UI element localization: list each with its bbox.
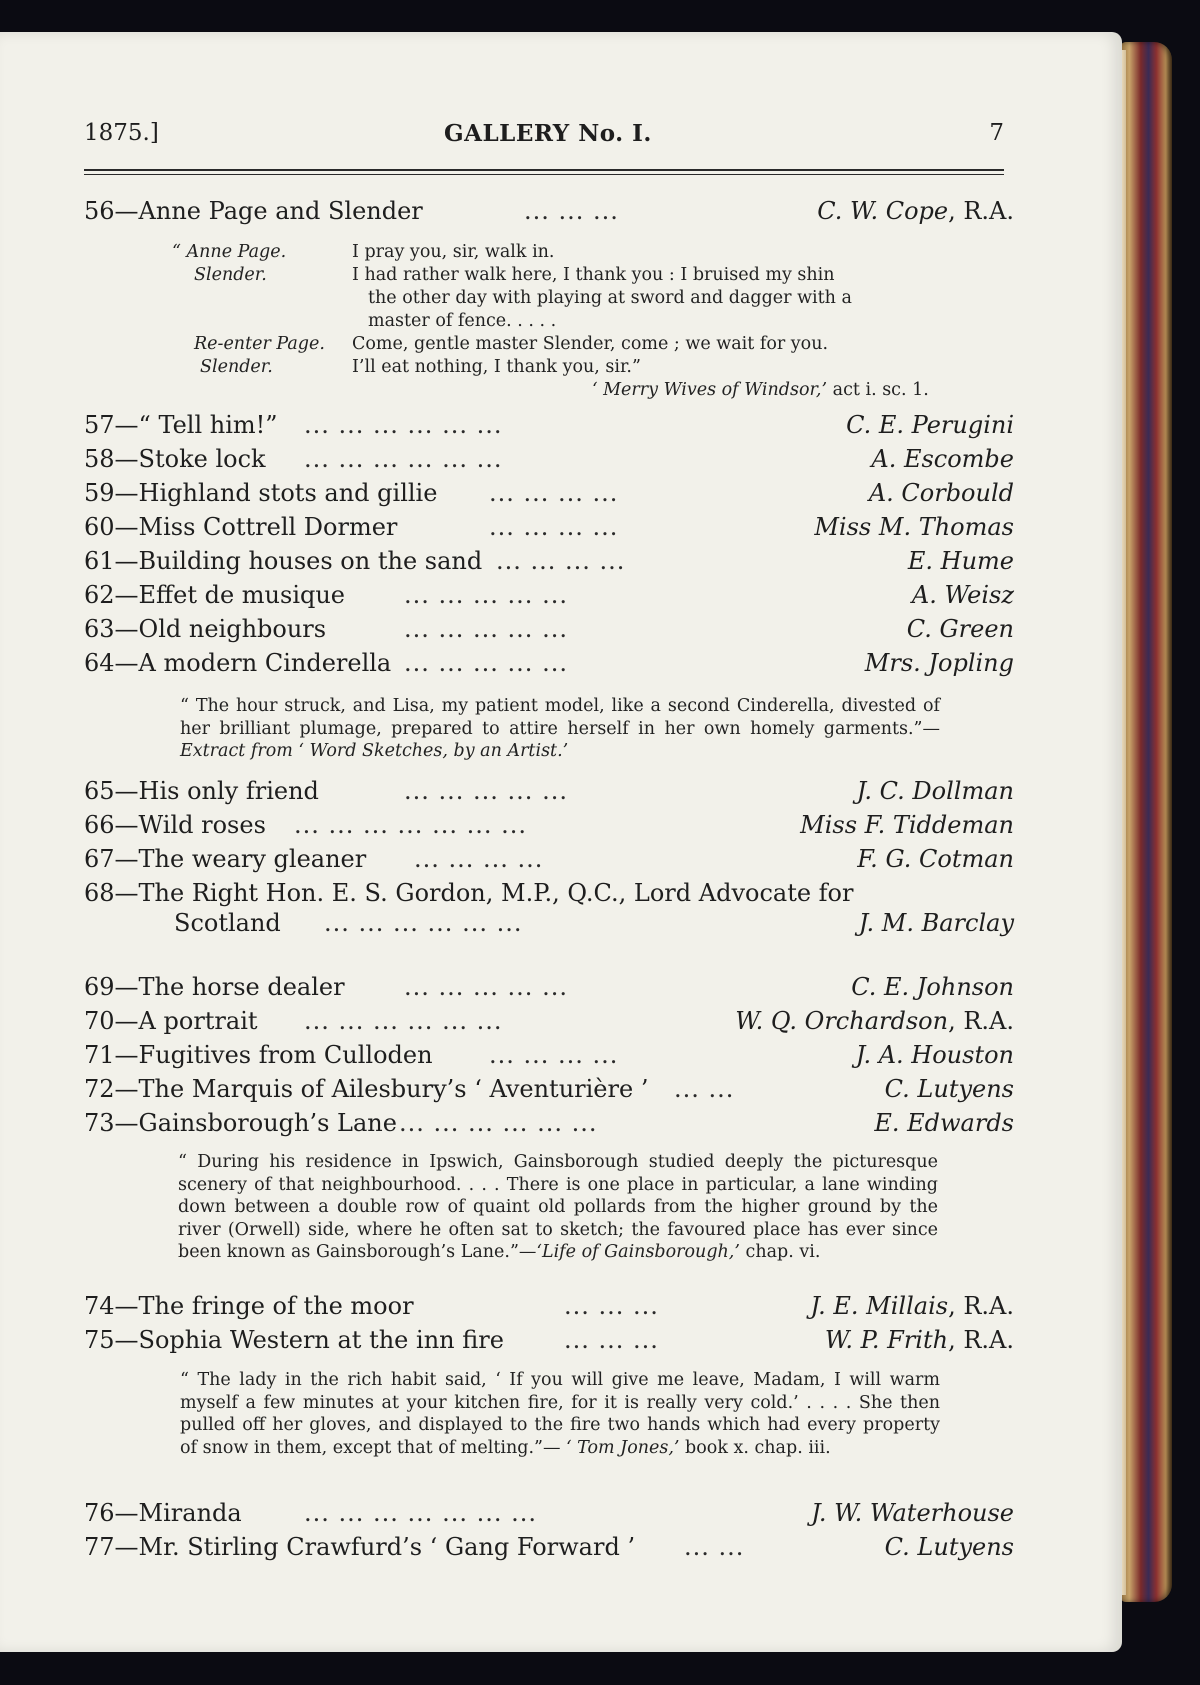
entry-artist xyxy=(800,809,1014,841)
catalogue-entry xyxy=(84,1324,1014,1356)
artist-name: A. Corbould xyxy=(868,479,1014,507)
entry-artist xyxy=(810,1290,1014,1322)
leader-dots: ... ... ... ... ... ... xyxy=(304,411,503,439)
quote-source: ‘Life of Gainsborough,’ xyxy=(536,1242,740,1262)
artist-name: C. E. Perugini xyxy=(846,411,1014,439)
entry-title: 69—The horse dealer xyxy=(84,973,345,1001)
entry-title: 73—Gainsborough’s Lane xyxy=(84,1109,397,1137)
artist-name: C. W. Cope xyxy=(817,197,949,225)
artist-name: C. E. Johnson xyxy=(851,973,1014,1001)
catalogue-entry xyxy=(84,1073,1014,1105)
entry-artist xyxy=(912,579,1014,611)
entry-title: 74—The fringe of the moor xyxy=(84,1292,414,1320)
dialogue-text: I’ll eat nothing, I thank you, sir.” xyxy=(352,357,641,377)
entry-artist xyxy=(859,907,1014,939)
header-rule xyxy=(84,169,1004,171)
quote-cinderella xyxy=(180,695,940,763)
quote-text: “ During his residence in Ipswich, Gainsborough studied deeply the picturesque scenery of that neighbourhood. . . . There is one place in particular, a lane winding down between a double row of quaint old pollards from the higher ground by the river (Orwell) side, where he often sat to sketch; the favoured place has ever since been known as Gainsborough’s Lane.”— xyxy=(178,1152,938,1262)
leader-dots: ... ... ... xyxy=(564,1292,659,1320)
entry-title: 72—The Marquis of Ailesbury’s ‘ Aventurière ’ xyxy=(84,1075,649,1103)
quote-tom-jones xyxy=(180,1369,940,1459)
book-binding xyxy=(1120,42,1172,1602)
leader-dots: ... ... ... ... xyxy=(489,479,619,507)
leader-dots: ... ... xyxy=(674,1075,735,1103)
entry-artist xyxy=(846,409,1014,441)
artist-name: J. E. Millais xyxy=(810,1292,949,1320)
header-year: 1875.] xyxy=(84,120,159,146)
entry-title: 65—His only friend xyxy=(84,777,319,805)
leader-dots: ... ... ... ... ... xyxy=(404,581,568,609)
leader-dots: ... ... ... ... ... xyxy=(404,649,568,677)
quote-merry-wives xyxy=(172,241,932,431)
entry-title: 66—Wild roses xyxy=(84,811,266,839)
entry-title: 67—The weary gleaner xyxy=(84,845,367,873)
entry-artist xyxy=(825,1324,1014,1356)
artist-name: Miss M. Thomas xyxy=(814,513,1014,541)
leader-dots: ... ... ... ... ... ... xyxy=(324,909,523,937)
entry-artist xyxy=(865,647,1014,679)
entry-title: 71—Fugitives from Culloden xyxy=(84,1041,433,1069)
catalogue-entry xyxy=(84,809,1014,841)
artist-name: A. Escombe xyxy=(871,445,1014,473)
catalogue-entry xyxy=(84,1005,1014,1037)
artist-name: J. W. Waterhouse xyxy=(811,1499,1014,1527)
catalogue-entry xyxy=(84,409,1014,441)
dialogue-text: master of fence. . . . . xyxy=(368,311,557,331)
dialogue-text: Come, gentle master Slender, come ; we wait for you. xyxy=(352,334,829,354)
artist-name: Miss F. Tiddeman xyxy=(800,811,1014,839)
entry-title: Scotland xyxy=(174,909,281,937)
catalogue-page xyxy=(0,32,1122,1652)
quote-text: “ The lady in the rich habit said, ‘ If you will give me leave, Madam, I will warm myself a few minutes at your kitchen fire, for it is really very cold.’ . . . . She then pulled off her gloves, and displayed to the fire two hands which had every property of snow in them, except that of melting.”— xyxy=(180,1370,940,1458)
entry-artist xyxy=(885,1531,1014,1563)
artist-name: C. Green xyxy=(906,615,1014,643)
entry-title: 58—Stoke lock xyxy=(84,445,266,473)
artist-name: A. Weisz xyxy=(911,581,1014,609)
artist-name: F. G. Cotman xyxy=(857,845,1014,873)
artist-suffix: , R.A. xyxy=(948,1292,1014,1320)
catalogue-entry xyxy=(84,613,1014,645)
catalogue-entry xyxy=(84,843,1014,875)
speaker: Re-enter Page. xyxy=(194,334,325,354)
catalogue-entry xyxy=(84,1531,1014,1563)
artist-name: C. Lutyens xyxy=(884,1075,1014,1103)
artist-name: J. C. Dollman xyxy=(856,777,1014,805)
entry-title: 64—A modern Cinderella xyxy=(84,649,392,677)
entry-title: 63—Old neighbours xyxy=(84,615,327,643)
entry-artist xyxy=(856,1039,1014,1071)
catalogue-entry xyxy=(84,1107,1014,1139)
speaker: Slender. xyxy=(194,265,267,285)
catalogue-entry xyxy=(84,1290,1014,1322)
entry-title: 62—Effet de musique xyxy=(84,581,346,609)
quote-chapter: chap. vi. xyxy=(745,1242,821,1262)
leader-dots: ... ... ... ... xyxy=(414,845,544,873)
artist-name: W. Q. Orchardson xyxy=(735,1007,949,1035)
entry-title: 57—“ Tell him!” xyxy=(84,411,278,439)
entry-title: 59—Highland stots and gillie xyxy=(84,479,438,507)
citation-source: ‘ Merry Wives of Windsor,’ xyxy=(592,380,828,400)
entry-title: 76—Miranda xyxy=(84,1499,242,1527)
quote-source: Extract from ‘ Word Sketches, by an Artist.’ xyxy=(180,741,569,761)
header-gallery: GALLERY No. I. xyxy=(444,120,652,147)
artist-name: J. M. Barclay xyxy=(858,909,1014,937)
leader-dots: ... ... ... xyxy=(564,1326,659,1354)
artist-name: C. Lutyens xyxy=(884,1533,1014,1561)
artist-name: Mrs. Jopling xyxy=(864,649,1014,677)
entry-title: 61—Building houses on the sand xyxy=(84,547,483,575)
quote-chapter: book x. chap. iii. xyxy=(685,1437,831,1458)
artist-suffix: , R.A. xyxy=(948,1326,1014,1354)
quote-source: ‘ Tom Jones,’ xyxy=(566,1437,680,1458)
quote-gainsborough xyxy=(178,1151,938,1264)
leader-dots: ... ... ... ... xyxy=(496,547,626,575)
entry-artist xyxy=(811,1497,1014,1529)
dialogue-text: I had rather walk here, I thank you : I bruised my shin xyxy=(352,265,835,285)
catalogue-entry-continuation xyxy=(84,907,1014,939)
speaker: “ Anne Page. xyxy=(172,242,287,262)
catalogue-entry xyxy=(84,971,1014,1003)
entry-artist xyxy=(851,971,1014,1003)
entry-artist xyxy=(817,195,1014,227)
leader-dots: ... ... ... ... ... ... xyxy=(304,445,503,473)
entry-artist xyxy=(814,511,1014,543)
leader-dots: ... ... ... ... ... xyxy=(404,615,568,643)
leader-dots: ... ... ... ... xyxy=(489,1041,619,1069)
leader-dots: ... ... ... xyxy=(524,197,619,225)
page-number: 7 xyxy=(989,120,1004,146)
catalogue-entry xyxy=(84,511,1014,543)
artist-suffix: , R.A. xyxy=(948,197,1014,225)
leader-dots: ... ... ... ... ... xyxy=(404,777,568,805)
entry-title: 75—Sophia Western at the inn fire xyxy=(84,1326,504,1354)
dialogue-text: the other day with playing at sword and dagger with a xyxy=(368,288,852,308)
catalogue-entry xyxy=(84,195,1014,227)
entry-title: 77—Mr. Stirling Crawfurd’s ‘ Gang Forward ’ xyxy=(84,1533,636,1561)
catalogue-entry xyxy=(84,545,1014,577)
citation-act: act i. sc. 1. xyxy=(832,380,929,400)
speaker: Slender. xyxy=(200,357,273,377)
leader-dots: ... ... ... ... ... ... xyxy=(399,1109,598,1137)
catalogue-entry xyxy=(84,443,1014,475)
entry-artist xyxy=(885,1073,1014,1105)
entry-artist xyxy=(907,613,1014,645)
catalogue-entry xyxy=(84,775,1014,807)
entry-title: 56—Anne Page and Slender xyxy=(84,197,423,225)
entry-artist xyxy=(874,1107,1014,1139)
running-header xyxy=(84,120,1004,154)
artist-name: J. A. Houston xyxy=(855,1041,1014,1069)
catalogue-entry xyxy=(84,1497,1014,1529)
catalogue-entry xyxy=(84,877,1014,909)
artist-name: E. Hume xyxy=(907,547,1014,575)
artist-name: E. Edwards xyxy=(874,1109,1014,1137)
leader-dots: ... ... ... ... ... ... xyxy=(304,1007,503,1035)
entry-artist xyxy=(869,477,1014,509)
entry-artist xyxy=(857,843,1014,875)
dialogue-text: I pray you, sir, walk in. xyxy=(352,242,555,262)
quote-text: “ The hour struck, and Lisa, my patient model, like a second Cinderella, divested of her brilliant plumage, prepared to attire herself in her own homely garments.”— xyxy=(180,696,940,739)
catalogue-entry xyxy=(84,647,1014,679)
entry-title: 68—The Right Hon. E. S. Gordon, M.P., Q.C., Lord Advocate for xyxy=(84,879,854,907)
leader-dots: ... ... ... ... ... ... ... xyxy=(294,811,527,839)
leader-dots: ... ... ... ... ... ... ... xyxy=(304,1499,537,1527)
artist-suffix: , R.A. xyxy=(948,1007,1014,1035)
artist-name: W. P. Frith xyxy=(824,1326,949,1354)
header-rule-thin xyxy=(84,174,1004,175)
entry-artist xyxy=(857,775,1014,807)
leader-dots: ... ... ... ... xyxy=(489,513,619,541)
entry-artist xyxy=(871,443,1014,475)
leader-dots: ... ... ... ... ... xyxy=(404,973,568,1001)
leader-dots: ... ... xyxy=(684,1533,745,1561)
entry-artist xyxy=(735,1005,1014,1037)
catalogue-entry xyxy=(84,1039,1014,1071)
entry-title: 60—Miss Cottrell Dormer xyxy=(84,513,398,541)
quote-citation xyxy=(592,379,929,401)
entry-artist xyxy=(908,545,1014,577)
catalogue-entry xyxy=(84,477,1014,509)
catalogue-entry xyxy=(84,579,1014,611)
entry-title: 70—A portrait xyxy=(84,1007,258,1035)
